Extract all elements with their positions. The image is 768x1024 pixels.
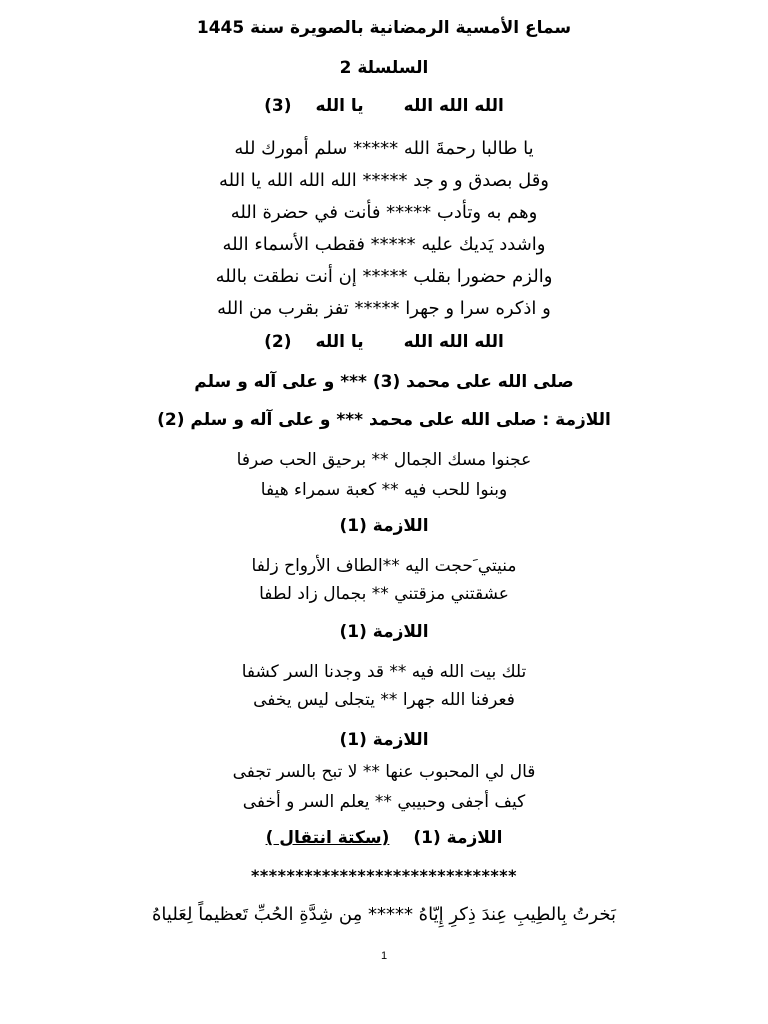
lazima-refrain: اللازمة (1)	[339, 516, 429, 536]
document-title: سماع الأمسية الرمضانية بالصويرة سنة 1445	[196, 18, 572, 38]
chant-names: الله الله الله	[403, 96, 504, 116]
stanza-line: عشقتني مزقتني ** بجمال زاد لطفا	[259, 584, 509, 604]
chant-line-2	[0, 332, 768, 352]
poem-line: و اذكره سرا و جهرا ***** تفز بقرب من الله	[217, 298, 551, 319]
final-verse: بَخرتُ بِالطِيبِ عِندَ ذِكرِ إِيّاهُ ***** مِن شِدَّةِ الحُبِّ تَعظيماً لِعَلياهُ	[152, 904, 616, 925]
separator: ******************************	[250, 866, 517, 885]
chant-count: (3)	[264, 96, 292, 116]
chant-ya: يا الله	[315, 332, 364, 352]
poem-line: وقل بصدق و و جد ***** الله الله الله يا الله	[218, 170, 549, 191]
series-heading: السلسلة 2	[339, 58, 429, 78]
poem-line: يا طالبا رحمةَ الله ***** سلم أمورك لله	[234, 138, 534, 159]
stanza-line: وبنوا للحب فيه ** كعبة سمراء هيفا	[260, 480, 508, 500]
poem-line: واشدد يَديك عليه ***** فقطب الأسماء الله	[222, 234, 546, 255]
page-number: 1	[380, 950, 388, 962]
salat-line: صلى الله على محمد (3) *** و على آله و سلم	[194, 372, 574, 392]
lazima-refrain: اللازمة (1)	[339, 622, 429, 642]
chant-ya: يا الله	[315, 96, 364, 116]
chant-count: (2)	[264, 332, 292, 352]
chant-line-1	[0, 96, 768, 116]
stanza-line: منيتي َحجت اليه **الطاف الأرواح زلفا	[251, 556, 517, 576]
lazima-final	[0, 828, 768, 848]
stanza-line: عجنوا مسك الجمال ** برحيق الحب صرفا	[236, 450, 532, 470]
poem-line: والزم حضورا بقلب ***** إن أنت نطقت بالله	[215, 266, 553, 287]
poem-line: وهم به وتأدب ***** فأنت في حضرة الله	[230, 202, 538, 223]
stanza-line: تلك بيت الله فيه ** قد وجدنا السر كشفا	[241, 662, 527, 682]
lazima-refrain: اللازمة (1)	[339, 730, 429, 750]
lazima-final-label: اللازمة (1)	[413, 828, 503, 848]
chant-names: الله الله الله	[403, 332, 504, 352]
stanza-line: كيف أجفى وحبيبي ** يعلم السر و أخفى	[242, 792, 526, 812]
lazima-definition: اللازمة : صلى الله على محمد *** و على آله و سلم (2)	[157, 410, 611, 430]
transition-pause-note: (سكتة انتقال )	[265, 828, 390, 848]
stanza-line: فعرفنا الله جهرا ** يتجلى ليس يخفى	[253, 690, 515, 710]
stanza-line: قال لي المحبوب عنها ** لا تبح بالسر تجفى	[232, 762, 536, 782]
